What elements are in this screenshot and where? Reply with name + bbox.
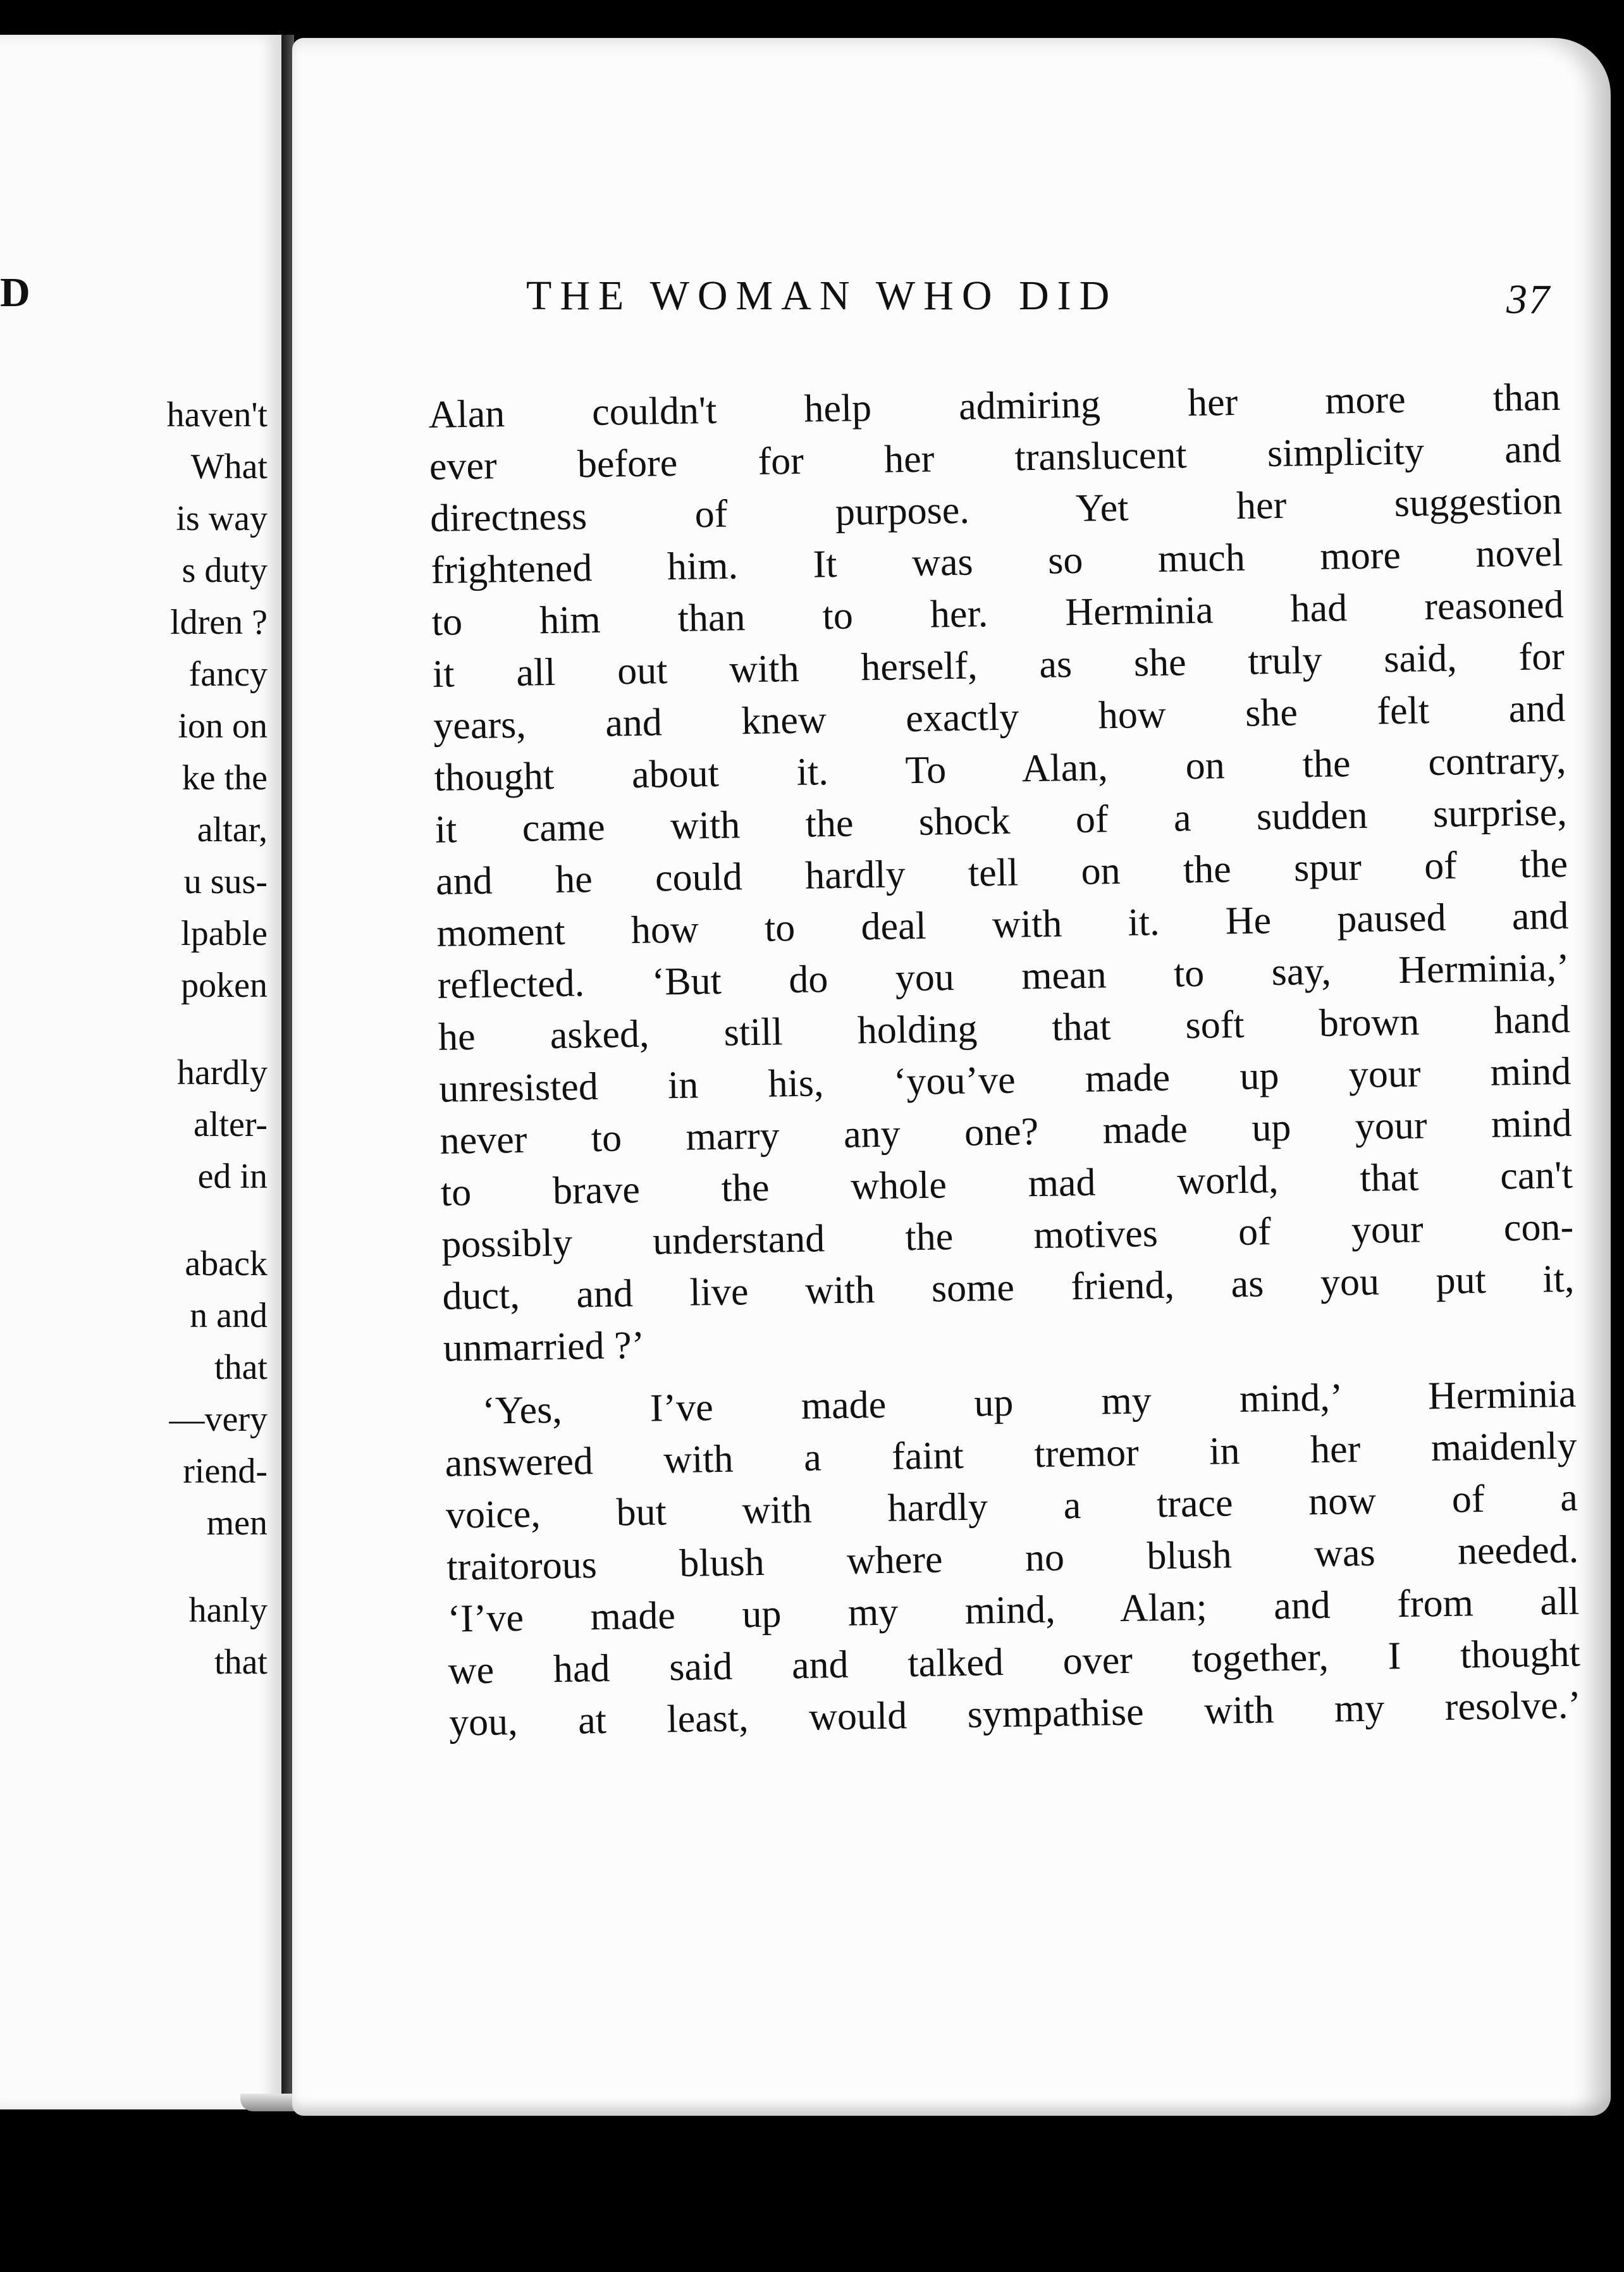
left-line: ed in bbox=[197, 1157, 268, 1196]
left-line: n and bbox=[190, 1296, 268, 1335]
text-line: it all out with herself, as she truly said, for bbox=[432, 634, 1565, 696]
text-line: he asked, still holding that soft brown hand bbox=[438, 997, 1571, 1059]
text-line: directness of purpose. Yet her suggestion bbox=[429, 479, 1563, 540]
text-line: voice, but with hardly a trace now of a bbox=[445, 1476, 1578, 1537]
text-line: possibly understand the motives of your con- bbox=[441, 1205, 1574, 1266]
left-line: ke the bbox=[181, 758, 268, 798]
text-line: never to marry any one? made up your mind bbox=[440, 1101, 1572, 1163]
left-line: fancy bbox=[188, 655, 268, 694]
left-line: ldren ? bbox=[170, 603, 268, 642]
text-line: unresisted in his, ‘you’ve made up your mind bbox=[438, 1049, 1572, 1111]
running-head bbox=[526, 272, 1551, 323]
body-text bbox=[428, 371, 1582, 1749]
left-line: s duty bbox=[181, 551, 268, 590]
text-line: years, and knew exactly how she felt and bbox=[433, 686, 1566, 748]
paragraph-2 bbox=[444, 1368, 1582, 1749]
text-line: answered with a faint tremor in her maidenly bbox=[445, 1424, 1577, 1485]
text-line: and he could hardly tell on the spur of the bbox=[435, 842, 1568, 903]
text-line: Alan couldn't help admiring her more than bbox=[428, 375, 1561, 436]
left-line: aback bbox=[185, 1244, 268, 1283]
left-line: altar, bbox=[197, 810, 268, 849]
left-line: that bbox=[214, 1348, 268, 1387]
text-line: unmarried ?’ bbox=[443, 1323, 645, 1370]
left-page-text bbox=[2, 389, 268, 1688]
left-line: haven't bbox=[166, 395, 268, 435]
left-line: ion on bbox=[178, 707, 268, 746]
text-line: frightened him. It was so much more novel bbox=[430, 531, 1563, 592]
left-line: poken bbox=[181, 966, 268, 1005]
text-line: ever before for her translucent simplicity and bbox=[429, 427, 1562, 488]
paragraph-1 bbox=[428, 371, 1575, 1374]
left-page bbox=[0, 35, 285, 2109]
text-line: to him than to her. Herminia had reasoned bbox=[431, 583, 1565, 644]
left-line: u sus- bbox=[183, 862, 268, 901]
text-line: moment how to deal with it. He paused and bbox=[436, 894, 1569, 955]
left-line: hanly bbox=[188, 1591, 268, 1630]
left-line: hardly bbox=[176, 1053, 268, 1092]
text-line: ‘I’ve made up my mind, Alan; and from all bbox=[447, 1579, 1580, 1641]
page-number: 37 bbox=[1506, 276, 1551, 323]
left-line: lpable bbox=[181, 914, 268, 953]
text-line: it came with the shock of a sudden surprise, bbox=[434, 790, 1568, 851]
left-line: What bbox=[190, 447, 268, 486]
text-line: reflected. ‘But do you mean to say, Herminia,’ bbox=[437, 946, 1570, 1007]
left-line: is way bbox=[176, 499, 268, 538]
left-line: that bbox=[214, 1643, 268, 1682]
text-line: traitorous blush where no blush was needed. bbox=[446, 1528, 1579, 1589]
text-line: thought about it. To Alan, on the contrary, bbox=[434, 738, 1566, 800]
text-line: to brave the whole mad world, that can't bbox=[440, 1153, 1573, 1214]
left-line: —very bbox=[169, 1400, 268, 1439]
text-line: ‘Yes, I’ve made up my mind,’ Herminia bbox=[481, 1372, 1577, 1433]
left-line: alter- bbox=[193, 1105, 268, 1144]
text-line: we had said and talked over together, I thought bbox=[448, 1631, 1581, 1693]
right-page bbox=[292, 38, 1611, 2116]
left-running-head-fragment: D bbox=[0, 269, 30, 316]
running-head-title: THE WOMAN WHO DID bbox=[526, 273, 1118, 319]
left-line: men bbox=[206, 1503, 268, 1543]
text-line: you, at least, would sympathise with my resolve.’ bbox=[448, 1683, 1582, 1744]
left-line: riend- bbox=[183, 1452, 268, 1491]
text-line: duct, and live with some friend, as you put it, bbox=[442, 1257, 1575, 1318]
